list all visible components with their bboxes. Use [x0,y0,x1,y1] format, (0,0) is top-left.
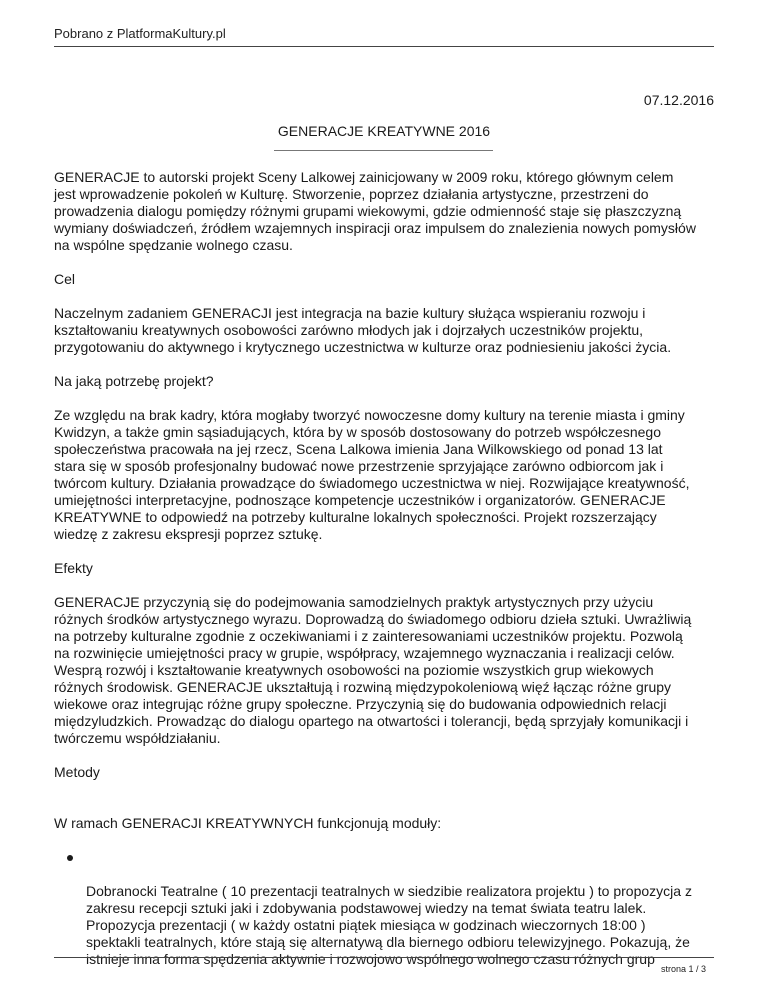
header-divider [54,46,714,47]
page-number: strona 1 / 3 [660,964,706,974]
cel-paragraph: Naczelnym zadaniem GENERACJI jest integracja na bazie kultury służąca wspieraniu rozwoju i kształtowaniu kreatywnych osobowości zarówno młodych jak i dojrzałych uczestników projektu, przygotowaniu do aktywnego i krytycznego uczestnictwa w kulturze oraz podniesieniu jakości życia. [54,305,672,355]
section-heading-metody: Metody [54,764,100,780]
section-heading-cel: Cel [54,271,76,287]
efekty-paragraph: GENERACJE przyczynią się do podejmowania samodzielnych praktyk artystycznych przy użyciu różnych środków artystycznego wyrazu. Doprowadzą do świadomego odbioru dzieła sztuki. Uwrażliwią na potrzeby kulturalne zgodnie z oczekiwaniami i z zainteresowaniami uczestników projektu. Pozwolą na rozwinięcie umiejętności pracy w grupie, współpracy, wzajemnego wyznaczania i realizacji celów. Wesprą rozwój i kształtowanie kreatywnych osobowości na poziomie wszystkich grup wiekowych różnych środowisk. GENERACJE ukształtują i rozwiną międzypokoleniową więź łącząc różne grupy wiekowe oraz integrując różne grupy społeczne. Przyczynią się do budowania odpowiednich relacji międzyludzkich. Prowadząc do dialogu opartego na otwartości i tolerancji, będą sprzyjały komunikacji i twórczemu współdziałaniu. [54,594,692,746]
potrzeba-paragraph: Ze względu na brak kadry, która mogłaby tworzyć nowoczesne domy kultury na terenie miasta i gminy Kwidzyn, a także gmin sąsiadujących, która by w sposób dostosowany do potrzeb współczesnego społeczeństwa pracowała na jej rzecz, Scena Lalkowa imienia Jana Wilkowskiego od ponad 13 lat stara się w sposób profesjonalny budować nowe przestrzenie sprzyjające zarówno odbiorcom jak i twórcom kultury. Działania prowadzące do świadomego uczestnictwa w niej. Rozwijające kreatywność, umiejętności interpretacyjne, podnoszące kompetencje uczestników i organizatorów. GENERACJE KREATYWNE to odpowiedź na potrzeby kulturalne lokalnych społeczności. Projekt rozszerzający wiedzę z zakresu ekspresji poprzez sztukę. [54,407,690,542]
section-heading-efekty: Efekty [54,560,93,576]
bullet-icon [67,855,73,861]
modules-intro: W ramach GENERACJI KREATYWNYCH funkcjonują moduły: [54,815,442,831]
section-heading-potrzeba: Na jaką potrzebę projekt? [54,373,214,389]
document-body [54,169,716,968]
title-underline [274,150,493,151]
document-title: GENERACJE KREATYWNE 2016 [277,123,491,139]
module-text: Dobranocki Teatralne ( 10 prezentacji teatralnych w siedzibie realizatora projektu ) to propozycja z zakresu recepcji sztuki jaki i zdobywania podstawowej wiedzy na temat świata teatru lalek. Propozycja prezentacji ( w każdy ostatni piątek miesiąca w godzinach wieczornych 18:00 ) spektakli teatralnych, które stają się alternatywą dla biernego odbioru telewizyjnego. Pokazują, że istnieje inna forma spędzenia aktywnie i rozwojowo wspólnego wolnego czasu różnych grup [86,883,692,967]
modules-list [54,849,716,968]
source-header: Pobrano z PlatformaKultury.pl [54,26,226,41]
document-date: 07.12.2016 [643,92,714,108]
intro-paragraph: GENERACJE to autorski projekt Sceny Lalkowej zainicjowany w 2009 roku, którego głównym celem jest wprowadzenie pokoleń w Kulturę. Stworzenie, poprzez działania artystyczne, przestrzeni do prowadzenia dialogu pomiędzy różnymi grupami wiekowymi, gdzie odmienność staje się płaszczyzną wymiany doświadczeń, źródłem wzajemnych inspiracji oraz impulsem do znalezienia nowych pomysłów na wspólne spędzanie wolnego czasu. [54,169,696,253]
list-item [86,849,716,968]
footer-divider [54,957,714,958]
